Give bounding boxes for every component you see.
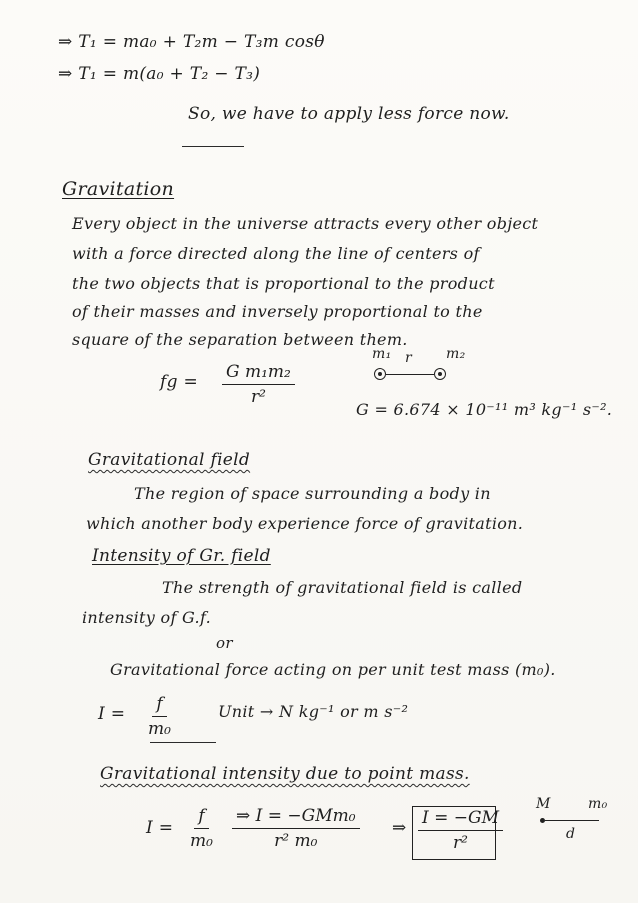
point-fraction-1 bbox=[190, 806, 213, 851]
diag-M-label: M bbox=[536, 796, 551, 812]
equation-line-2: ⇒ T₁ = m(a₀ + T₂ − T₃) bbox=[58, 64, 261, 84]
intensity-numerator: f bbox=[152, 694, 166, 717]
field-def-line-1: The region of space surrounding a body in bbox=[134, 484, 491, 503]
point-frac2-denominator: r² m₀ bbox=[274, 831, 318, 851]
conclusion-line: So, we have to apply less force now. bbox=[188, 104, 510, 124]
gravitation-def-line-4: of their masses and inversely proportional to the bbox=[72, 302, 483, 321]
divider-rule bbox=[182, 146, 244, 147]
heading-intensity: Intensity of Gr. field bbox=[92, 546, 271, 566]
diagram-m1-label: m₁ bbox=[372, 346, 392, 362]
formula-fraction bbox=[222, 362, 295, 407]
formula-numerator: G m₁m₂ bbox=[222, 362, 295, 385]
diag-d-label: d bbox=[566, 826, 576, 842]
intensity-line-1: The strength of gravitational field is called bbox=[162, 578, 523, 597]
gravitation-def-line-3: the two objects that is proportional to the product bbox=[72, 274, 495, 293]
result-numerator: I = −GM bbox=[418, 808, 503, 831]
point-frac1-numerator: f bbox=[194, 806, 208, 829]
heading-point-mass: Gravitational intensity due to point mass. bbox=[100, 764, 470, 784]
diag-m0-label: m₀ bbox=[588, 796, 608, 812]
gravitation-def-line-5: square of the separation between them. bbox=[72, 330, 408, 349]
intensity-unit: Unit → N kg⁻¹ or m s⁻² bbox=[218, 702, 409, 721]
equation-line-1: ⇒ T₁ = ma₀ + T₂m − T₃m cosθ bbox=[58, 32, 325, 52]
heading-gravitational-field: Gravitational field bbox=[88, 450, 251, 470]
point-formula-lhs: I = bbox=[146, 818, 174, 838]
formula-denominator: r² bbox=[250, 387, 266, 407]
mass-2-center bbox=[438, 372, 442, 376]
point-fraction-2 bbox=[232, 806, 360, 851]
mass-1-center bbox=[378, 372, 382, 376]
intensity-denominator: m₀ bbox=[148, 719, 171, 739]
result-fraction bbox=[418, 808, 503, 853]
point-frac2-numerator: ⇒ I = −GMm₀ bbox=[232, 806, 360, 829]
intensity-line-3: Gravitational force acting on per unit test mass (m₀). bbox=[110, 660, 556, 679]
intensity-fraction bbox=[148, 694, 171, 739]
diag-distance-line bbox=[545, 820, 599, 821]
or-text: or bbox=[216, 634, 233, 652]
heading-gravitation: Gravitation bbox=[62, 178, 175, 200]
point-frac1-denominator: m₀ bbox=[190, 831, 213, 851]
result-arrow: ⇒ bbox=[392, 818, 407, 838]
gravitation-def-line-2: with a force directed along the line of centers of bbox=[72, 244, 480, 263]
formula-lhs: fg = bbox=[160, 372, 199, 392]
intensity-line-2: intensity of G.f. bbox=[82, 608, 211, 627]
diagram-r-label: r bbox=[405, 350, 412, 366]
field-def-line-2: which another body experience force of gravitation. bbox=[86, 514, 524, 533]
G-constant-value: G = 6.674 × 10⁻¹¹ m³ kg⁻¹ s⁻². bbox=[356, 400, 613, 419]
gravitation-def-line-1: Every object in the universe attracts every other object bbox=[72, 214, 539, 233]
result-denominator: r² bbox=[453, 833, 468, 853]
diagram-m2-label: m₂ bbox=[446, 346, 466, 362]
intensity-underline bbox=[150, 742, 216, 743]
separation-line bbox=[386, 374, 434, 375]
intensity-formula-lhs: I = bbox=[98, 704, 126, 724]
